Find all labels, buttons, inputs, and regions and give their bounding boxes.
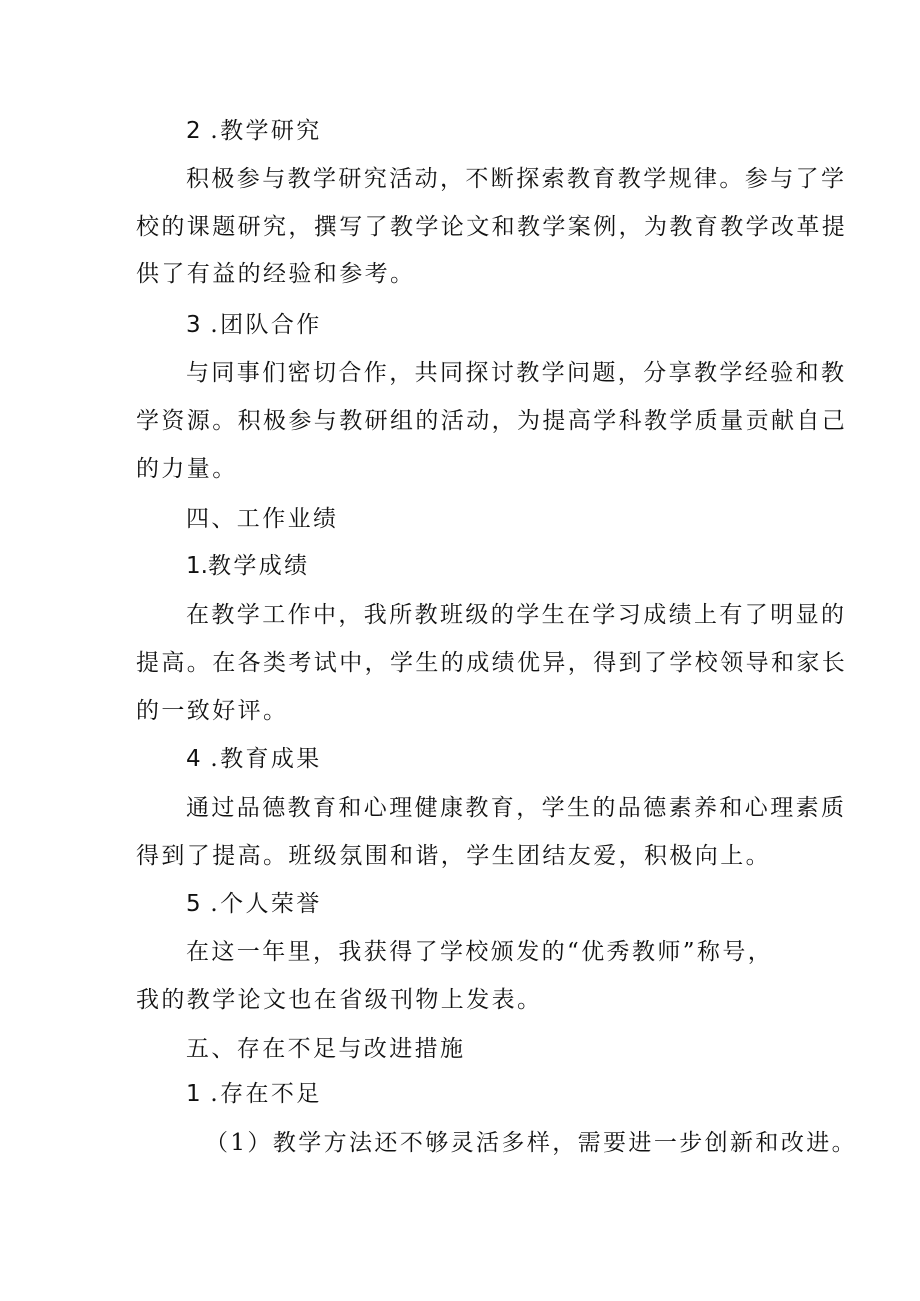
paragraph-line: 提高。在各类考试中，学生的成绩优异，得到了学校领导和家长 [136,650,848,676]
paragraph-line: 在教学工作中，我所教班级的学生在学习成绩上有了明显的 [186,602,847,628]
paragraph-line: 通过品德教育和心理健康教育，学生的品德素养和心理素质 [186,795,847,821]
heading-teaching-results [186,551,310,581]
heading-number: 3 [186,312,201,338]
heading-number: 2 [186,118,201,144]
heading-text: .教育成果 [210,746,322,772]
list-item: （1）教学方法还不够灵活多样，需要进一步创新和改进。 [205,1130,858,1156]
paragraph-line: 校的课题研究，撰写了教学论文和教学案例，为教育教学改革提 [136,214,848,240]
paragraph-line: 积极参与教学研究活动，不断探索教育教学规律。参与了学 [186,166,847,192]
heading-number: 5 [186,891,201,917]
heading-text: .个人荣誉 [210,891,322,917]
paragraph-line: 学资源。积极参与教研组的活动，为提高学科教学质量贡献自己 [136,408,848,434]
heading-shortcomings [186,1079,322,1109]
heading-number: 1. [186,553,208,579]
heading-number: 4 [186,746,201,772]
heading-text: .团队合作 [210,312,322,338]
paragraph-line: 的力量。 [136,456,238,482]
heading-education-results [186,744,322,774]
heading-teamwork [186,310,322,340]
heading-text: .教学研究 [210,118,322,144]
heading-achievements: 四、工作业绩 [186,506,339,532]
heading-text: 教学成绩 [207,553,310,579]
paragraph-line: 在这一年里，我获得了学校颁发的“优秀教师”称号， [186,939,774,965]
heading-number: 1 [186,1081,201,1107]
paragraph-line: 供了有益的经验和参考。 [136,261,416,287]
paragraph-line: 的一致好评。 [136,698,289,724]
paragraph-line: 我的教学论文也在省级刊物上发表。 [136,987,543,1013]
heading-honors [186,889,322,919]
paragraph-line: 得到了提高。班级氛围和谐，学生团结友爱，积极向上。 [136,843,771,869]
heading-improvement: 五、存在不足与改进措施 [186,1036,466,1062]
paragraph-line: 与同事们密切合作，共同探讨教学问题，分享教学经验和教 [186,360,847,386]
heading-teaching-research [186,116,322,146]
heading-text: .存在不足 [210,1081,322,1107]
